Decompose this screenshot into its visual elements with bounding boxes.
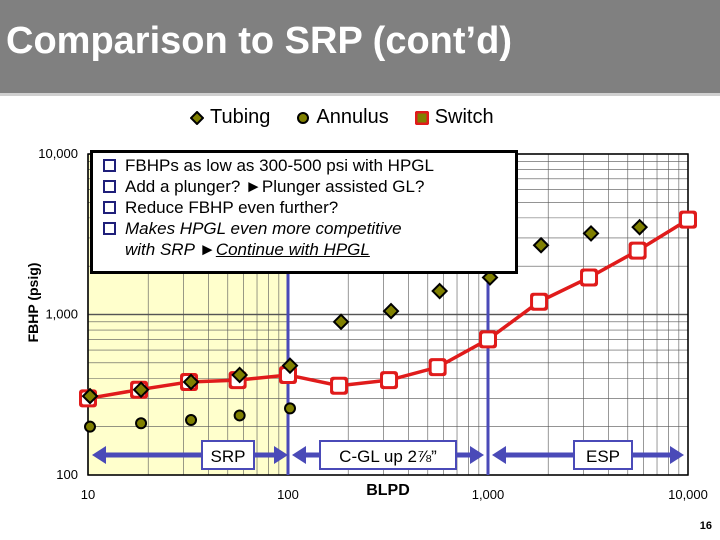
annulus-point	[235, 410, 245, 420]
checkbox-bullet-icon	[103, 159, 116, 172]
legend	[190, 106, 494, 129]
switch-point-inner	[383, 374, 395, 386]
legend-label-tubing: Tubing	[210, 106, 271, 128]
callout-line: FBHPs as low as 300-500 psi with HPGL	[101, 155, 507, 176]
y-tick-label: 1,000	[45, 306, 78, 322]
esp-arrow-head-right	[670, 446, 684, 464]
esp-region-label: ESP	[585, 447, 621, 466]
switch-point-inner	[583, 272, 595, 284]
cgl-arrow-head-right	[470, 446, 484, 464]
legend-item-tubing	[190, 106, 270, 129]
srp-region-label: SRP	[210, 447, 246, 466]
callout-line: Makes HPGL even more competitive	[101, 218, 507, 239]
checkbox-bullet-icon	[103, 222, 116, 235]
esp-arrow-head-left	[492, 446, 506, 464]
diamond-icon	[190, 111, 204, 125]
y-tick-label: 10,000	[38, 146, 78, 161]
circle-icon	[296, 111, 310, 125]
x-tick-label: 10,000	[668, 487, 708, 502]
callout-line: Add a plunger? ►Plunger assisted GL?	[101, 176, 507, 197]
switch-point-inner	[333, 380, 345, 392]
page-number: 16	[699, 520, 712, 532]
x-tick-label: 100	[277, 487, 299, 502]
tubing-point	[384, 304, 398, 318]
switch-point-inner	[482, 333, 494, 345]
tubing-point	[584, 226, 598, 240]
tubing-point	[633, 220, 647, 234]
x-axis-label: BLPD	[366, 482, 410, 499]
y-axis-label: FBHP (psig)	[25, 262, 41, 343]
legend-item-annulus	[296, 106, 388, 129]
callout-line: with SRP ►Continue with HPGL	[125, 240, 370, 259]
title-bar	[0, 0, 720, 93]
tubing-point	[334, 315, 348, 329]
x-tick-label: 1,000	[471, 487, 505, 502]
annulus-point	[85, 422, 95, 432]
cgl-arrow-head-left	[292, 446, 306, 464]
callout-continue-text: Continue with HPGL	[215, 240, 370, 259]
page-title: Comparison to SRP (cont’d)	[6, 20, 512, 62]
switch-point-inner	[533, 296, 545, 308]
annulus-point	[186, 415, 196, 425]
checkbox-bullet-icon	[103, 201, 116, 214]
legend-label-annulus: Annulus	[316, 106, 389, 128]
cgl-region-label: C-GL up 2⅞”	[339, 447, 437, 466]
y-tick-label: 100	[56, 467, 78, 482]
square-icon	[415, 111, 429, 125]
callout-box	[90, 150, 518, 274]
checkbox-bullet-icon	[103, 180, 116, 193]
switch-point-inner	[632, 245, 644, 257]
legend-item-switch	[415, 106, 494, 129]
switch-point-inner	[682, 214, 694, 226]
annulus-point	[136, 418, 146, 428]
tubing-point	[433, 284, 447, 298]
switch-point-inner	[432, 361, 444, 373]
tubing-point	[534, 238, 548, 252]
legend-label-switch: Switch	[434, 106, 494, 128]
annulus-point	[285, 403, 295, 413]
x-tick-label: 10	[80, 487, 96, 502]
callout-line: Reduce FBHP even further?	[101, 197, 507, 218]
